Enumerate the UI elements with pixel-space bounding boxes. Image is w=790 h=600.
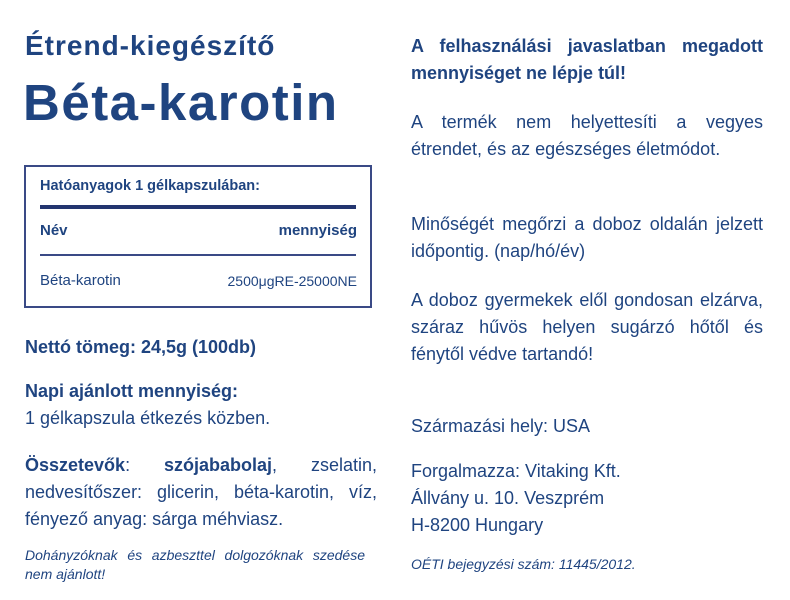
daily-dose-label: Napi ajánlott mennyiség: <box>25 381 239 401</box>
storage-note: A doboz gyermekek elől gondosan elzárva, száraz hűvös helyen sugárzó hőtől és fénytől védve tartandó! <box>411 290 763 364</box>
ingredients-thick-divider <box>40 205 356 209</box>
column-header-quantity: mennyiség <box>278 222 357 239</box>
composition-separator: : <box>125 455 164 475</box>
composition-allergen: szójababolaj <box>164 455 273 475</box>
distributor-line3: H-8200 Hungary <box>411 515 544 535</box>
diet-note: A termék nem helyettesíti a vegyes étrendet, és az egészséges életmódot. <box>411 112 763 159</box>
distributor-line2: Állvány u. 10. Veszprém <box>411 488 605 508</box>
composition-label: Összetevők <box>25 455 126 475</box>
ingredient-row-name: Béta-karotin <box>40 272 121 289</box>
distributor-line1: Forgalmazza: Vitaking Kft. <box>411 461 621 481</box>
ingredients-thin-divider <box>40 254 356 256</box>
registration-number: OÉTI bejegyzési szám: 11445/2012. <box>411 556 636 572</box>
ingredients-heading: Hatóanyagok 1 gélkapszulában: <box>40 178 260 194</box>
best-before-note: Minőségét megőrzi a doboz oldalán jelzett időpontig. (nap/hó/év) <box>411 214 763 261</box>
origin: Származási hely: USA <box>411 416 591 436</box>
dose-warning: A felhasználási javaslatban megadott mennyiséget ne lépje túl! <box>411 36 763 83</box>
composition <box>25 452 377 533</box>
product-subtitle: Étrend-kiegészítő <box>25 30 276 61</box>
column-header-name: Név <box>40 222 68 239</box>
net-weight: Nettó tömeg: 24,5g (100db) <box>25 337 257 357</box>
ingredients-table <box>24 165 372 308</box>
product-title: Béta-karotin <box>23 74 339 131</box>
composition-rest: nedvesítőszer: glicerin, béta-karotin, víz, fényező anyag: sárga méhviasz. <box>25 482 377 529</box>
daily-dose-value: 1 gélkapszula étkezés közben. <box>25 408 271 428</box>
composition-rest-line1: , zselatin, <box>272 455 377 475</box>
smokers-warning: Dohányzóknak és azbeszttel dolgozóknak szedése nem ajánlott! <box>25 547 365 582</box>
ingredient-row-quantity: 2500μgRE-25000NE <box>227 273 357 289</box>
